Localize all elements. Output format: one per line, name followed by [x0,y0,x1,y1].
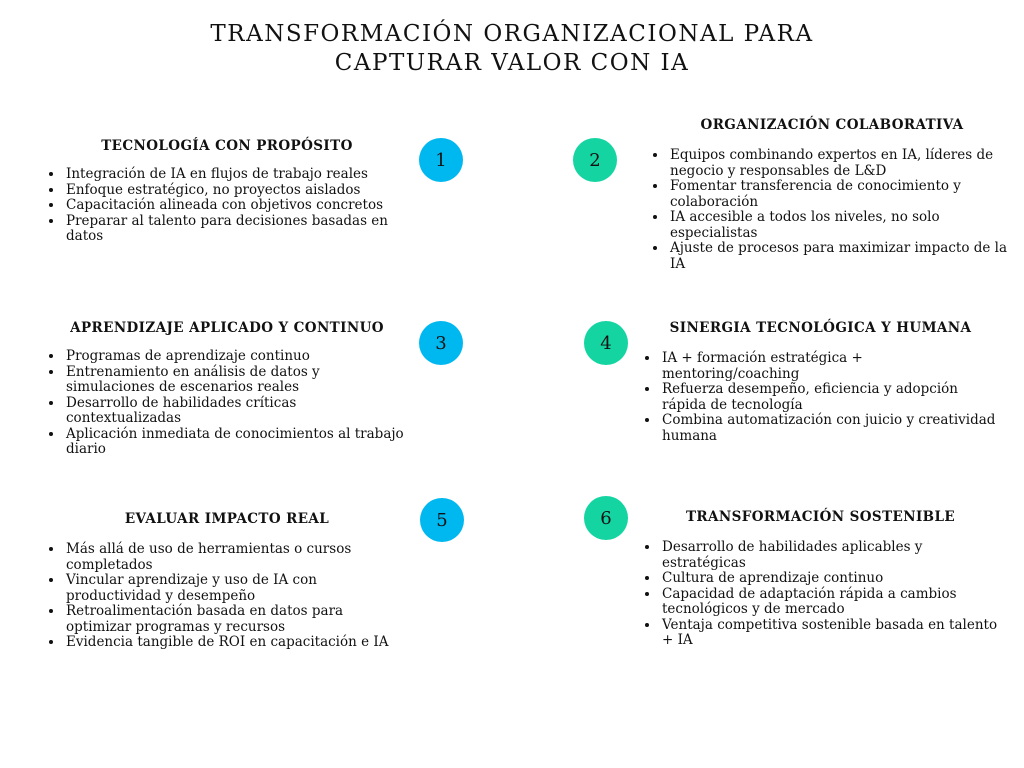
list-item: • Evidencia tangible de ROI en capacitación e IA [64,635,408,651]
step-badge-2: 2 [573,138,617,182]
list-item: • Más allá de uso de herramientas o cursos completados [64,542,408,573]
list-item: • Capacidad de adaptación rápida a cambios tecnológicos y de mercado [660,587,999,618]
list-item: • Preparar al talento para decisiones basadas en datos [64,214,408,245]
list-item: • Vincular aprendizaje y uso de IA con productividad y desempeño [64,573,408,604]
section-heading: TECNOLOGÍA CON PROPÓSITO [101,138,353,154]
section-tecnologia-con-proposito [46,137,408,245]
list-item: • Ventaja competitiva sostenible basada en talento + IA [660,618,999,649]
section-heading: SINERGIA TECNOLÓGICA Y HUMANA [669,320,972,336]
list-item: • Fomentar transferencia de conocimiento y colaboración [668,179,1014,210]
step-badge-4: 4 [584,321,628,365]
bullet-list [650,148,1014,272]
section-heading: EVALUAR IMPACTO REAL [124,511,330,527]
list-item: • Programas de aprendizaje continuo [64,349,408,365]
bullet-list [642,351,999,444]
list-item: • Refuerza desempeño, eficiencia y adopción rápida de tecnología [660,382,999,413]
list-item: • Desarrollo de habilidades críticas contextualizadas [64,396,408,427]
page-title [0,20,1024,78]
list-item: • Enfoque estratégico, no proyectos aislados [64,183,408,199]
step-badge-3: 3 [419,321,463,365]
section-sinergia-tecnologica [642,319,999,444]
step-badge-1: 1 [419,138,463,182]
list-item: • Retroalimentación basada en datos para optimizar programas y recursos [64,604,408,635]
bullet-list [642,540,999,649]
list-item: • Entrenamiento en análisis de datos y simulaciones de escenarios reales [64,365,408,396]
page-title-line-2: CAPTURAR VALOR CON IA [334,50,690,76]
bullet-list [46,542,408,651]
step-badge-6: 6 [584,496,628,540]
section-transformacion-sostenible [642,508,999,649]
bullet-list [46,349,408,458]
section-heading: TRANSFORMACIÓN SOSTENIBLE [685,509,956,525]
section-aprendizaje-aplicado [46,319,408,458]
section-evaluar-impacto [46,510,408,651]
list-item: • Desarrollo de habilidades aplicables y estratégicas [660,540,999,571]
section-heading: ORGANIZACIÓN COLABORATIVA [700,117,964,133]
list-item: • Aplicación inmediata de conocimientos al trabajo diario [64,427,408,458]
bullet-list [46,167,408,245]
step-badge-5: 5 [420,498,464,542]
list-item: • Equipos combinando expertos en IA, líderes de negocio y responsables de L&D [668,148,1014,179]
list-item: • Combina automatización con juicio y creatividad humana [660,413,999,444]
section-organizacion-colaborativa [650,116,1014,272]
page-title-line-1: TRANSFORMACIÓN ORGANIZACIONAL PARA [210,21,814,47]
list-item: • Integración de IA en flujos de trabajo reales [64,167,408,183]
list-item: • IA accesible a todos los niveles, no solo especialistas [668,210,1014,241]
section-heading: APRENDIZAJE APLICADO Y CONTINUO [70,320,384,336]
list-item: • IA + formación estratégica + mentoring/coaching [660,351,999,382]
list-item: • Cultura de aprendizaje continuo [660,571,999,587]
list-item: • Ajuste de procesos para maximizar impacto de la IA [668,241,1014,272]
list-item: • Capacitación alineada con objetivos concretos [64,198,408,214]
